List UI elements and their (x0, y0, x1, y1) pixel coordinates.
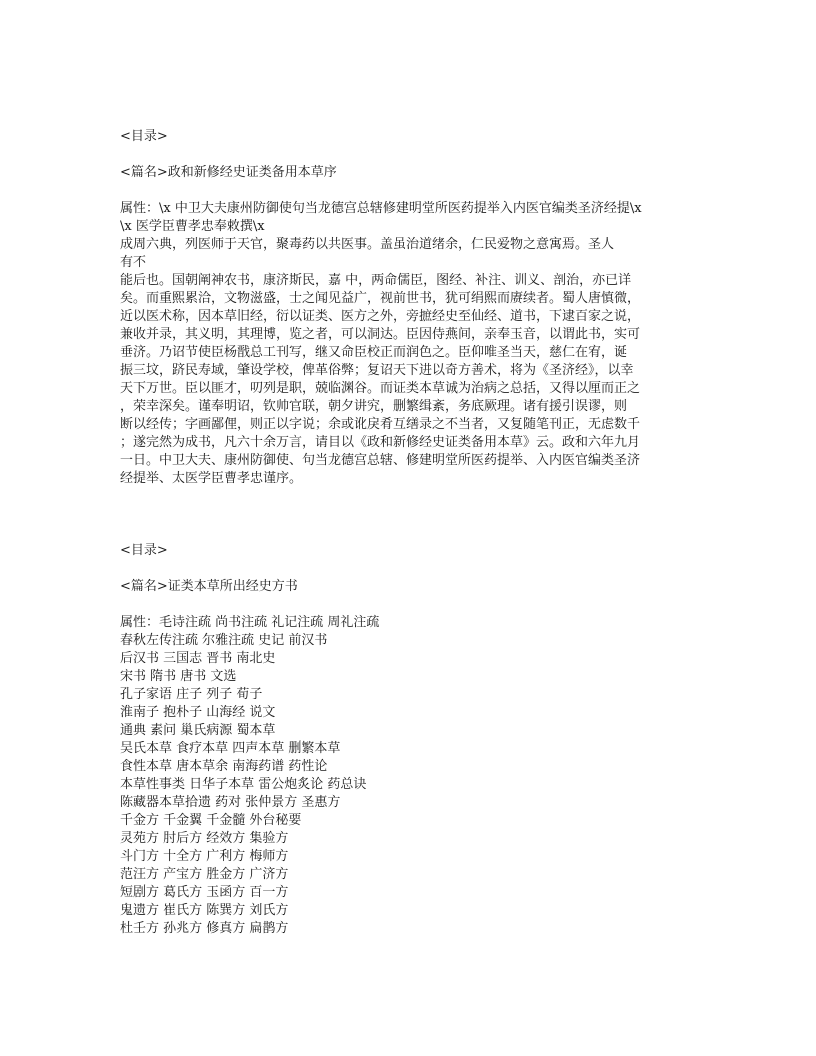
list-item: 宋书 隋书 唐书 文选 (120, 669, 237, 684)
list-item: 本草性事类 日华子本草 雷公炮炙论 药总诀 (120, 777, 367, 792)
text-line: ；遂完然为成书，凡六十余万言，请目以《政和新修经史证类备用本草》云。政和六年九月 (120, 435, 641, 450)
list-item: 春秋左传注疏 尔雅注疏 史记 前汉书 (120, 633, 328, 648)
list-item: 食性本草 唐本草余 南海药谱 药性论 (120, 759, 328, 774)
sources-list (120, 614, 660, 938)
text-line: 振三坟，跻民寿域，肇设学校，俾革俗弊；复诏天下进以奇方善术，将为《圣济经》，以幸 (120, 363, 634, 378)
text-line: 天下万世。臣以匪才，叨列是职，兢临渊谷。而证类本草诚为治病之总括，又得以厘而正之 (120, 381, 641, 396)
toc-marker: <目录> (120, 129, 168, 144)
text-line: ，荣幸深矣。谨奉明诏，钦帅官联，朝夕讲究，删繁缉紊，务底厥理。诸有援引误谬，则 (120, 399, 628, 414)
text-line: 一日。中卫大夫、康州防御使、句当龙德宫总辖、修建明堂所医药提举、入内医官编类圣济 (120, 453, 641, 468)
text-line: 经提举、太医学臣曹孝忠谨序。 (120, 471, 303, 486)
list-item: 灵苑方 肘后方 经效方 集验方 (120, 831, 289, 846)
list-item: 属性：毛诗注疏 尚书注疏 礼记注疏 周礼注疏 (120, 615, 380, 630)
toc-marker: <目录> (120, 543, 168, 558)
list-item: 范汪方 产宝方 胜金方 广济方 (120, 867, 289, 882)
list-item: 后汉书 三国志 晋书 南北史 (120, 651, 276, 666)
section-title: <篇名>证类本草所出经史方书 (120, 579, 298, 594)
text-line: 属性：\x 中卫大夫康州防御使句当龙德宫总辖修建明堂所医药提举入内医官编类圣济经提\x (120, 201, 642, 216)
list-item: 陈藏器本草拾遗 药对 张仲景方 圣惠方 (120, 795, 341, 810)
text-line: 垂济。乃诏节使臣杨戬总工刊写，继又命臣校正而润色之。臣仰唯圣当天，慈仁在宥，诞 (120, 345, 628, 360)
document-page (120, 128, 660, 938)
text-line: 断以经传；字画鄙俚，则正以字说；余或讹戾肴互缮录之不当者，又复随笔刊正，无虑数千 (120, 417, 641, 432)
list-item: 斗门方 十全方 广利方 梅师方 (120, 849, 289, 864)
list-item: 杜壬方 孙兆方 修真方 扁鹊方 (120, 921, 289, 936)
text-line: 矣。而重熙累洽，文物滋盛，士之闻见益广，视前世书，犹可绢熙而赓续者。蜀人唐慎微， (120, 291, 641, 306)
text-line: 能后也。国朝阐神农书，康济斯民，嘉 中，两命儒臣，图经、补注、训义、剖治，亦已详 (120, 273, 632, 288)
text-line: 近以医术称，因本草旧经，衍以证类、医方之外，旁摭经史至仙经、道书，下逮百家之说， (120, 309, 641, 324)
list-item: 淮南子 抱朴子 山海经 说文 (120, 705, 276, 720)
list-item: 千金方 千金翼 千金髓 外台秘要 (120, 813, 302, 828)
text-line: 有不 (120, 255, 147, 270)
text-line: \x 医学臣曹孝忠奉敕撰\x (120, 219, 265, 234)
list-item: 鬼遗方 崔氏方 陈巽方 刘氏方 (120, 903, 289, 918)
preface-body (120, 200, 660, 488)
list-item: 吴氏本草 食疗本草 四声本草 删繁本草 (120, 741, 341, 756)
section-title: <篇名>政和新修经史证类备用本草序 (120, 165, 337, 180)
list-item: 短剧方 葛氏方 玉函方 百一方 (120, 885, 289, 900)
list-item: 孔子家语 庄子 列子 荀子 (120, 687, 263, 702)
list-item: 通典 素问 巢氏病源 蜀本草 (120, 723, 276, 738)
text-line: 兼收并录，其义明，其理博，览之者，可以洞达。臣因侍燕间，亲奉玉音，以谓此书，实可 (120, 327, 641, 342)
text-line: 成周六典，列医师于天官，聚毒药以共医事。盖虽治道绪余，仁民爱物之意寓焉。圣人 (120, 237, 615, 252)
